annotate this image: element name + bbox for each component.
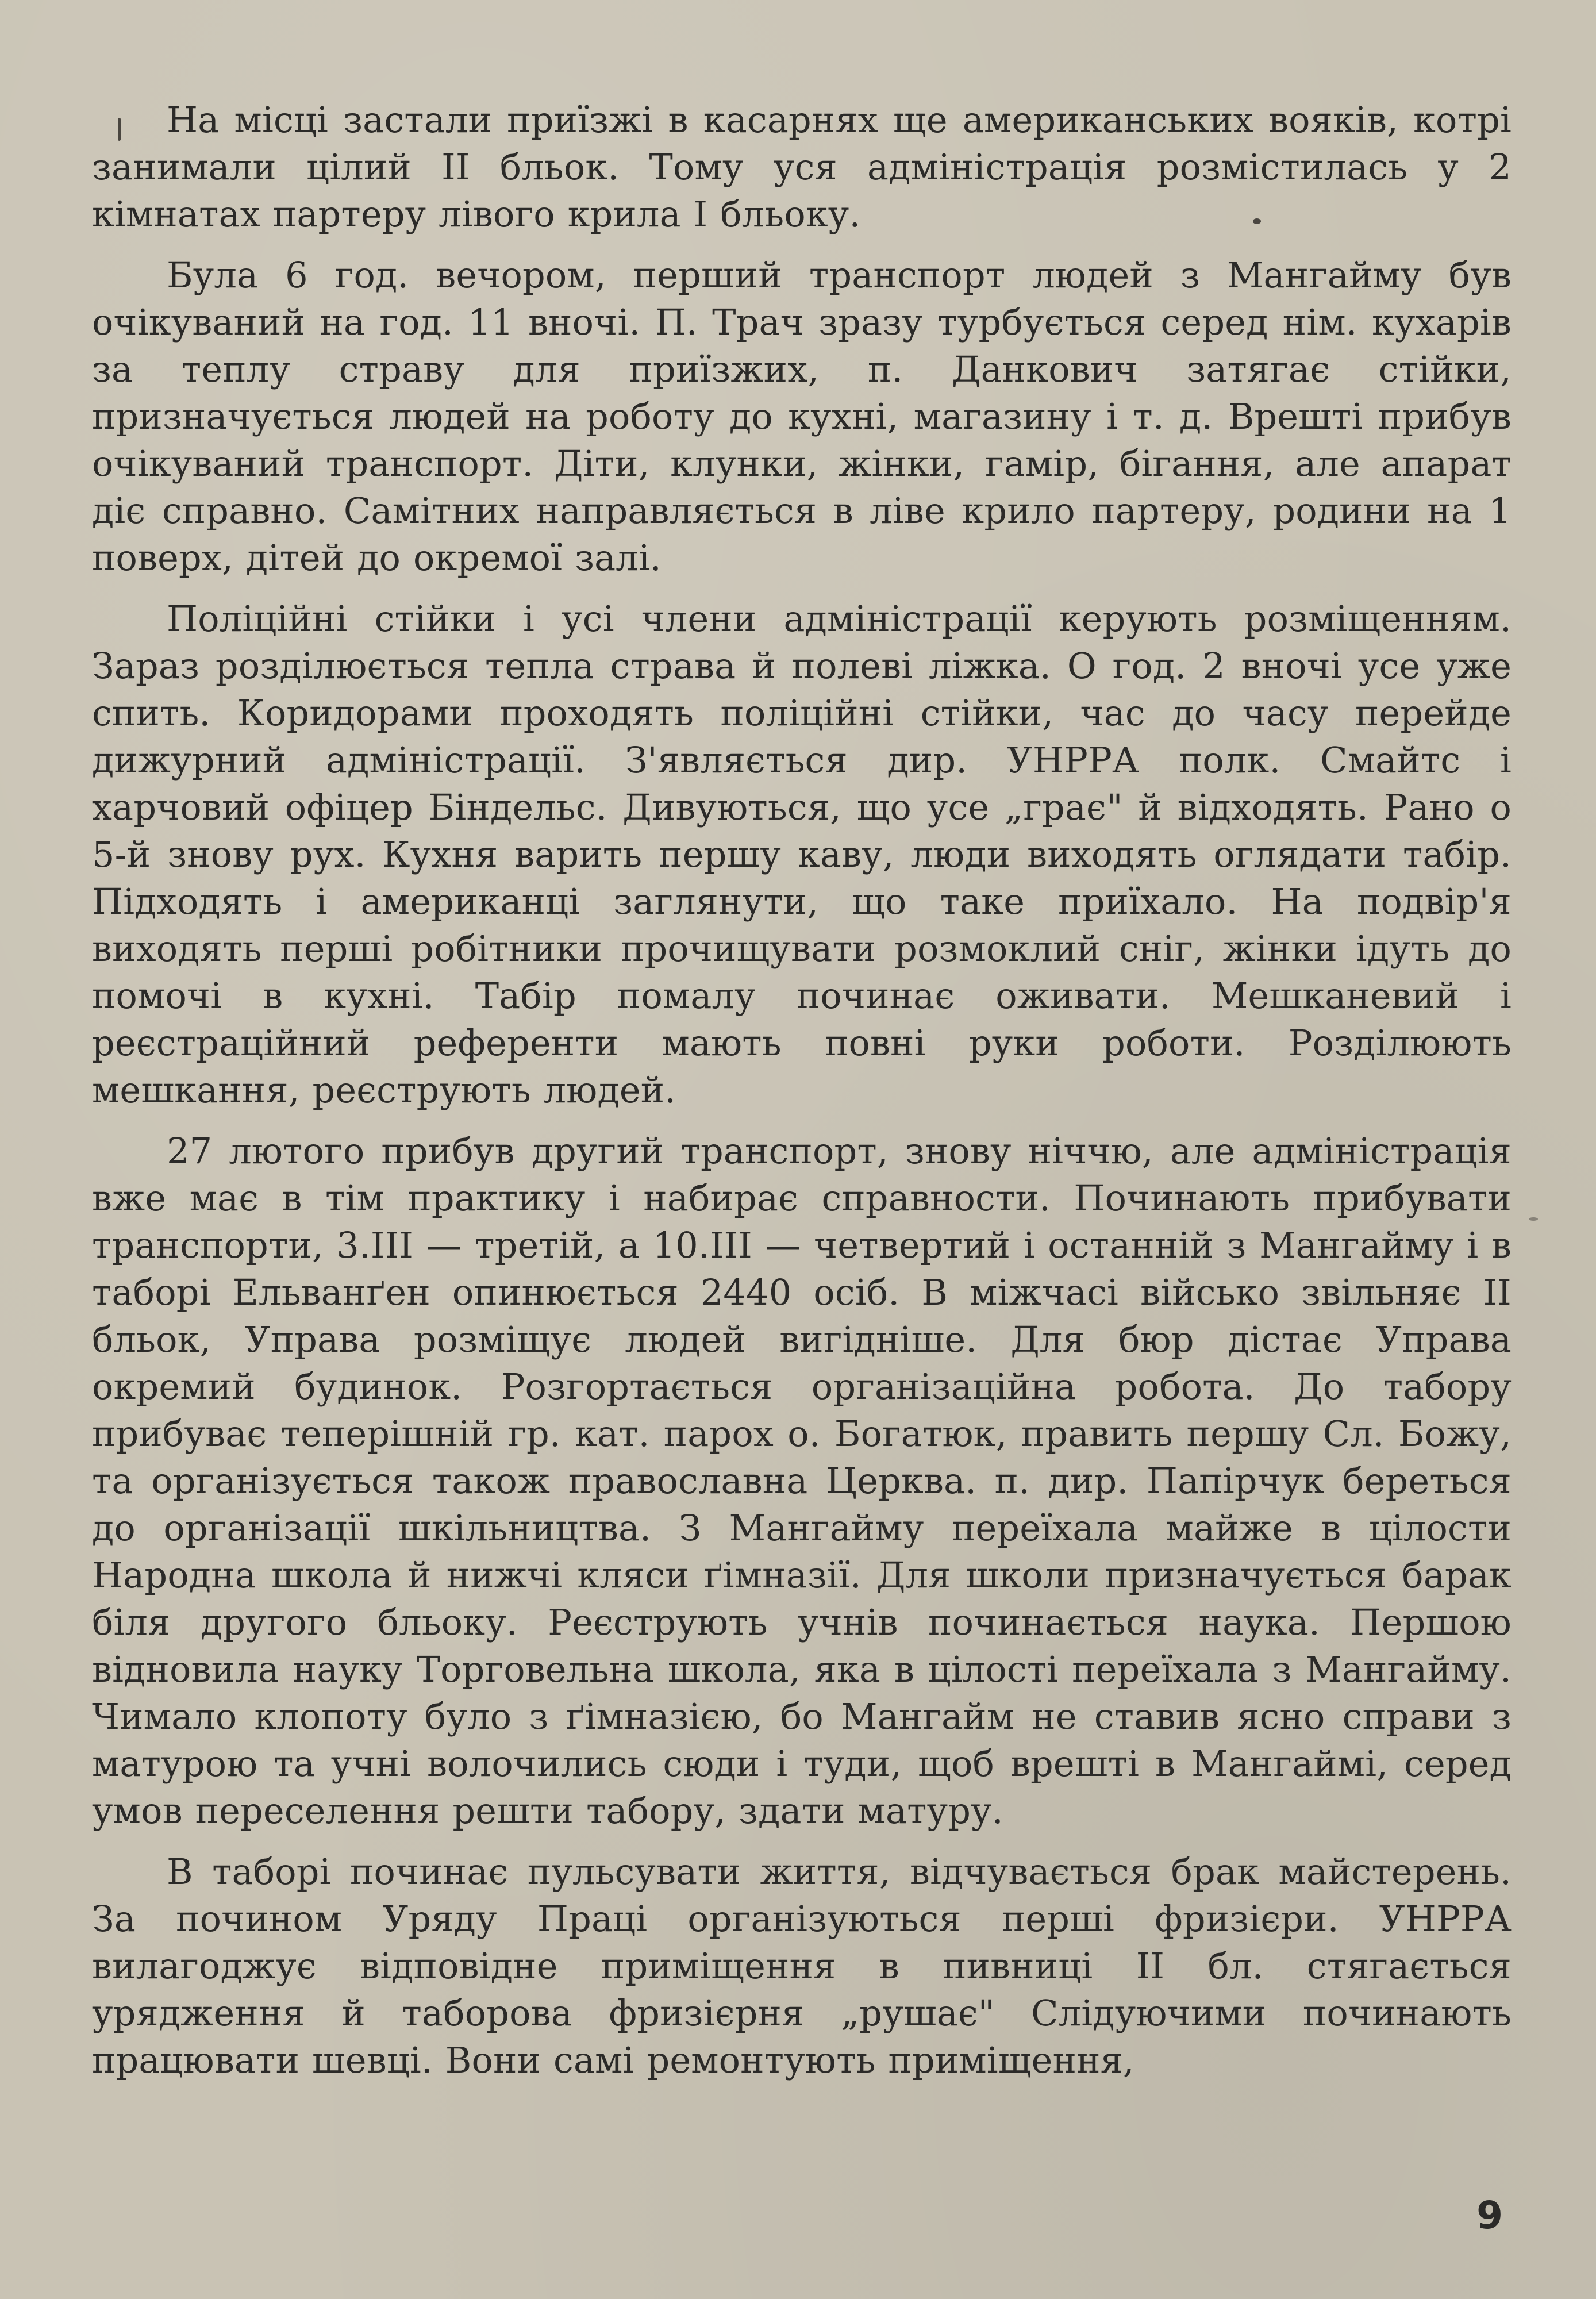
print-speck [1253, 218, 1261, 224]
paragraph-4: 27 лютого прибув другий транспорт, знову ніччю, але адміністрація вже має в тім практику і набирає справности. Починають прибувати транспорти, 3.III — третій, а 10.III — четвертий і останній з Мангайму і в таборі Ельванґен опинюється 2440 осіб. В міжчасі військо звільняє II бльок, Управа розміщує людей вигідніше. Для бюр дістає Управа окремий будинок. Розгортається організаційна робота. До табору прибуває теперішній гр. кат. парох о. Богатюк, править першу Сл. Божу, та організується також православна Церква. п. дир. Папірчук береться до організації шкільництва. З Мангайму переїхала майже в цілости Народна школа й нижчі кляси ґімназії. Для школи призначується барак біля другого бльоку. Реєструють учнів починається наука. Першою відновила науку Торговельна школа, яка в цілості переїхала з Мангайму. Чимало клопоту було з ґімназією, бо Мангайм не ставив ясно справи з матурою та учні волочились сюди і туди, щоб врешті в Мангаймі, серед умов переселення решти табору, здати матуру. [92, 1130, 1512, 1832]
paragraph-2: Була 6 год. вечором, перший транспорт людей з Мангайму був очікуваний на год. 11 вночі. П. Трач зразу турбується серед нім. кухарів за теплу страву для приїзжих, п. Данкович затягає стійки, призначується людей на роботу до кухні, магазину і т. д. Врешті прибув очікуваний транспорт. Діти, клунки, жінки, гамір, бігання, але апарат діє справно. Самітних направляється в ліве крило партеру, родини на 1 поверх, дітей до окремої залі. [92, 254, 1512, 579]
print-speck [118, 118, 121, 141]
body-text [92, 97, 1512, 2098]
paragraph-5: В таборі починає пульсувати життя, відчувається брак майстерень. За почином Уряду Праці організуються перші фризієри. УНРРА вилагоджує відповідне приміщення в пивниці II бл. стягається урядження й таборова фризієрня „рушає" Слідуючими починають працювати шевці. Вони самі ремонтують приміщення, [92, 1851, 1512, 2081]
paragraph-1: На місці застали приїзжі в касарнях ще американських вояків, котрі занимали цілий II бльок. Тому уся адміністрація розмістилась у 2 кімнатах партеру лівого крила I бльоку. [92, 99, 1512, 235]
print-speck [1529, 1217, 1538, 1221]
paragraph-3: Поліційні стійки і усі члени адміністрації керують розміщенням. Зараз розділюється тепла страва й полеві ліжка. О год. 2 вночі усе уже спить. Коридорами проходять поліційні стійки, час до часу перейде дижурний адміністрації. З'являється дир. УНРРА полк. Смайтс і харчовий офіцер Біндельс. Дивуються, що усе „грає" й відходять. Рано о 5-й знову рух. Кухня варить першу каву, люди виходять оглядати табір. Підходять і американці заглянути, що таке приїхало. На подвір'я виходять перші робітники прочищувати розмоклий сніг, жінки ідуть до помочі в кухні. Табір помалу починає оживати. Мешканевий і реєстраційний референти мають повні руки роботи. Розділюють мешкання, реєструють людей. [92, 598, 1512, 1111]
page-number: 9 [1476, 2193, 1503, 2238]
